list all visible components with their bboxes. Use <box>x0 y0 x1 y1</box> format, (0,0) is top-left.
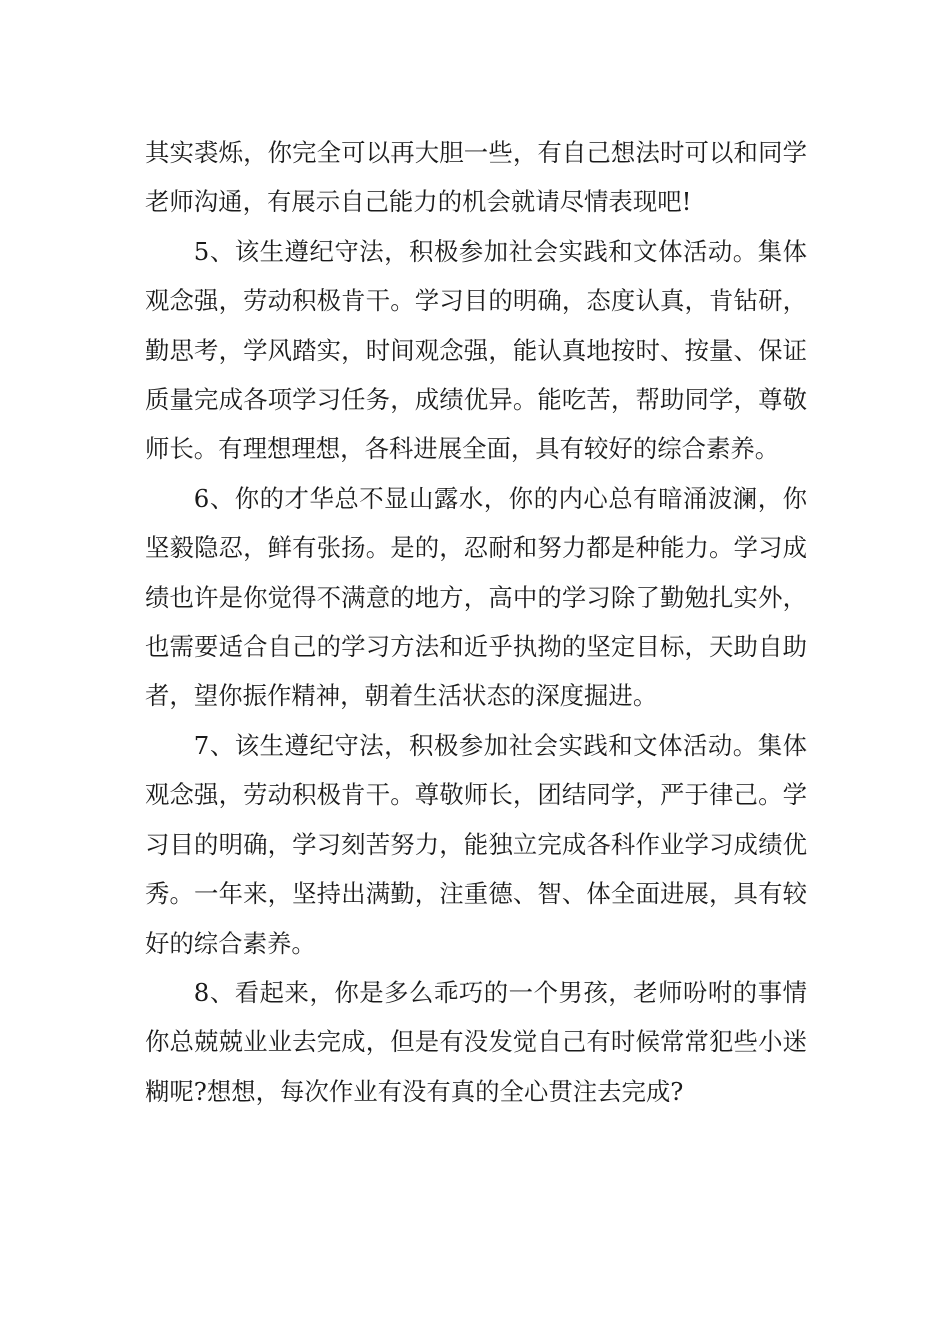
document-body <box>145 128 807 1116</box>
paragraph-continuation: 其实裘烁，你完全可以再大胆一些，有自己想法时可以和同学老师沟通，有展示自己能力的机会就请尽情表现吧! <box>145 138 807 217</box>
paragraph-item-8: 8、看起来，你是多么乖巧的一个男孩，老师吩咐的事情你总兢兢业业去完成，但是有没发觉自己有时候常常犯些小迷糊呢?想想，每次作业有没有真的全心贯注去完成? <box>145 977 807 1106</box>
paragraph-item-5: 5、该生遵纪守法，积极参加社会实践和文体活动。集体观念强，劳动积极肯干。学习目的明确，态度认真，肯钻研，勤思考，学风踏实，时间观念强，能认真地按时、按量、保证质量完成各项学习任务，成绩优异。能吃苦，帮助同学，尊敬师长。有理想理想，各科进展全面，具有较好的综合素养。 <box>145 236 807 464</box>
paragraph-item-6: 6、你的才华总不显山露水，你的内心总有暗涌波澜，你坚毅隐忍，鲜有张扬。是的，忍耐和努力都是种能力。学习成绩也许是你觉得不满意的地方，高中的学习除了勤勉扎实外，也需要适合自己的学习方法和近乎执拗的坚定目标，天助自助者，望你振作精神，朝着生活状态的深度掘进。 <box>145 483 807 711</box>
paragraph-item-7: 7、该生遵纪守法，积极参加社会实践和文体活动。集体观念强，劳动积极肯干。尊敬师长，团结同学，严于律己。学习目的明确，学习刻苦努力，能独立完成各科作业学习成绩优秀。一年来，坚持出满勤，注重德、智、体全面进展，具有较好的综合素养。 <box>145 730 807 958</box>
